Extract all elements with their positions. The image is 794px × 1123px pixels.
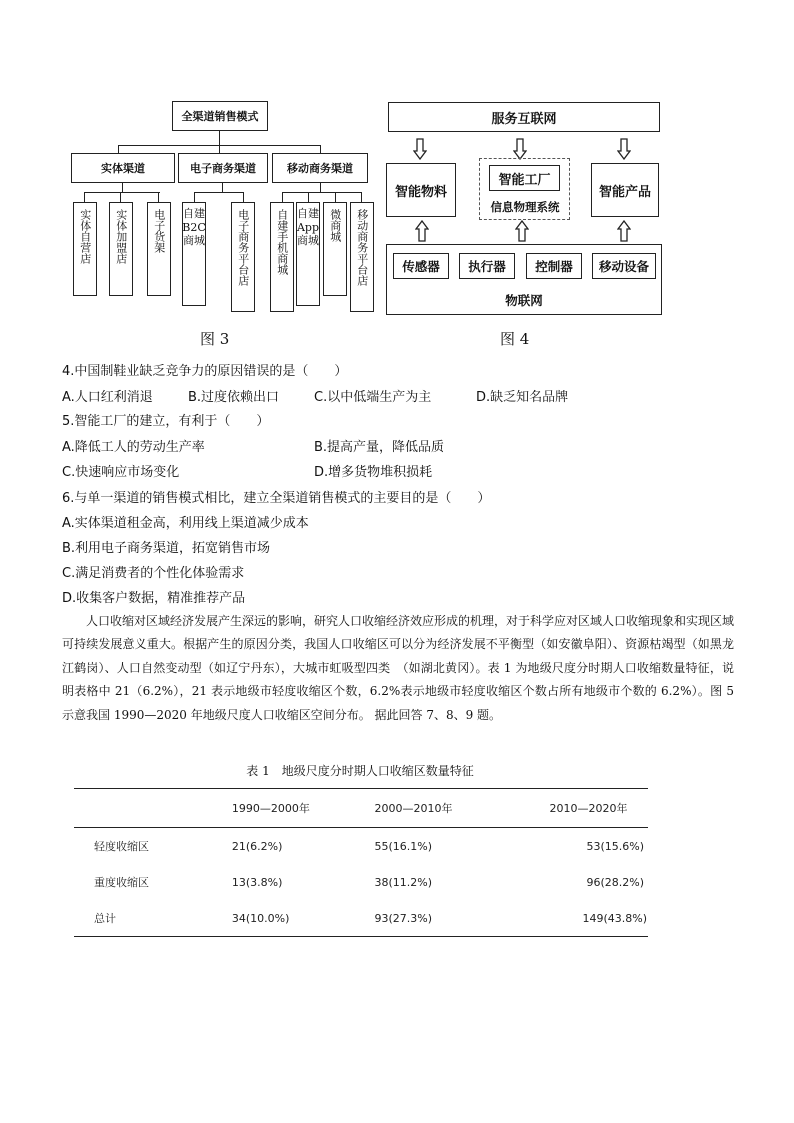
question-stem: 5.智能工厂的建立，有利于（ ） — [62, 414, 270, 429]
down-arrow-icon — [617, 138, 631, 160]
fig3-connector — [122, 183, 123, 192]
fig3-connector — [84, 192, 160, 193]
fig3-leaf: 移动商务平台店 — [350, 202, 374, 312]
fig4-smart-product: 智能产品 — [591, 163, 659, 217]
option: B.过度依赖出口 — [188, 390, 280, 405]
question-stem: 4.中国制鞋业缺乏竞争力的原因错误的是（ ） — [62, 364, 348, 379]
up-arrow-icon — [415, 220, 429, 242]
table-cell: 149(43.8%) — [548, 900, 648, 937]
table-cell: 38(11.2%) — [374, 875, 433, 889]
table-header-cell: 1990—2000年 — [231, 789, 374, 828]
fig4-device-mobile: 移动设备 — [592, 253, 656, 279]
fig3-root-box: 全渠道销售模式 — [172, 101, 268, 131]
fig4-device-controller: 控制器 — [526, 253, 582, 279]
option: D.缺乏知名品牌 — [476, 390, 569, 405]
option: A.降低工人的劳动生产率 — [62, 440, 205, 455]
fig3-leaf: 微商城 — [323, 202, 347, 296]
fig3-connector — [120, 192, 121, 202]
option: A.实体渠道租金高，利用线上渠道减少成本 — [62, 516, 309, 531]
fig3-connector — [84, 192, 85, 202]
fig3-connector — [158, 192, 159, 202]
up-arrow-icon — [515, 220, 529, 242]
fig3-connector — [320, 145, 321, 153]
table-cell: 轻度收缩区 — [94, 840, 149, 853]
fig4-smart-factory: 智能工厂 — [489, 165, 560, 191]
fig3-connector — [282, 192, 362, 193]
fig4-service-internet: 服务互联网 — [388, 102, 660, 132]
option: D.增多货物堆积损耗 — [314, 465, 433, 480]
fig3-leaf: 电子货架 — [147, 202, 171, 296]
fig3-connector — [194, 192, 195, 202]
fig3-connector — [219, 131, 220, 145]
option: B.提高产量，降低品质 — [314, 440, 445, 455]
fig3-connector — [243, 192, 244, 202]
table-cell: 93(27.3%) — [374, 900, 549, 937]
fig3-connector — [308, 192, 309, 202]
fig3-leaf: 自建手机商城 — [270, 202, 294, 312]
fig3-connector — [222, 183, 223, 192]
fig3-leaf: 实体自营店 — [73, 202, 97, 296]
table-cell: 55(16.1%) — [374, 839, 433, 853]
table-header-cell: 2010—2020年 — [548, 789, 648, 828]
up-arrow-icon — [617, 220, 631, 242]
table-cell: 53(15.6%) — [586, 839, 644, 853]
table-cell: 96(28.2%) — [586, 875, 644, 889]
option: A.人口红利消退 — [62, 390, 153, 405]
fig4-device-sensor: 传感器 — [393, 253, 449, 279]
option: C.满足消费者的个性化体验需求 — [62, 566, 245, 581]
option: C.以中低端生产为主 — [314, 390, 432, 405]
table-header-cell — [74, 789, 231, 828]
table-row — [74, 900, 648, 937]
option: C.快速响应市场变化 — [62, 465, 180, 480]
option: B.利用电子商务渠道，拓宽销售市场 — [62, 541, 271, 556]
fig4-device-actuator: 执行器 — [459, 253, 515, 279]
fig3-connector — [118, 145, 119, 153]
fig3-connector — [194, 192, 244, 193]
question-stem: 6.与单一渠道的销售模式相比，建立全渠道销售模式的主要目的是（ ） — [62, 491, 491, 506]
passage-text: 人口收缩对区域经济发展产生深远的影响，研究人口收缩经济效应形成的机理，对于科学应对区域人口收缩现象和实现区域可持续发展意义重大。根据产生的原因分类，我国人口收缩区可以分为经济发展不平衡型（如安徽阜阳）、资源枯竭型（如黑龙江鹤岗）、人口自然变动型（如辽宁丹东），大城市虹吸型四类 （如湖北黄冈）。表 1 为地级尺度分时期人口收缩数量特征，说明表格中 21（6.2%），21 表示地级市轻度收缩区个数，6.2%表示地级市轻度收缩区个数占所有地级市个数的 6.2%）。图 5 示意我国 1990—2020 年地级尺度人口收缩区空间分布。 据此回答 7、8、9 题。 — [62, 614, 735, 722]
table-cell: 34(10.0%) — [231, 900, 374, 937]
fig3-channel-physical: 实体渠道 — [71, 153, 175, 183]
table-title: 表 1 地级尺度分时期人口收缩区数量特征 — [246, 764, 474, 778]
table-row — [74, 828, 648, 865]
table-cell: 13(3.8%) — [231, 875, 283, 889]
option: D.收集客户数据，精准推荐产品 — [62, 591, 246, 606]
table-cell: 重度收缩区 — [94, 876, 149, 889]
fig3-caption: 图 3 — [200, 330, 230, 348]
down-arrow-icon — [513, 138, 527, 160]
fig3-connector — [361, 192, 362, 202]
fig3-connector — [219, 145, 220, 153]
fig4-caption: 图 4 — [500, 330, 530, 348]
fig4-smart-material: 智能物料 — [386, 163, 456, 217]
fig3-leaf: 自建App商城 — [296, 202, 320, 306]
table-header-cell: 2000—2010年 — [374, 789, 549, 828]
fig3-connector — [320, 183, 321, 192]
fig3-leaf: 实体加盟店 — [109, 202, 133, 296]
fig3-leaf: 电子商务平台店 — [231, 202, 255, 312]
population-shrink-table — [74, 788, 648, 937]
table-cell: 21(6.2%) — [231, 839, 283, 853]
table-header-row — [74, 789, 648, 828]
table-cell: 总计 — [74, 900, 231, 937]
fig3-connector — [335, 192, 336, 202]
fig3-channel-mobile: 移动商务渠道 — [272, 153, 368, 183]
down-arrow-icon — [413, 138, 427, 160]
fig4-cps-label: 信息物理系统 — [490, 200, 560, 214]
fig3-leaf: 自建B2C商城 — [182, 202, 206, 306]
passage — [62, 610, 734, 727]
fig3-channel-ecommerce: 电子商务渠道 — [178, 153, 268, 183]
fig4-iot-label: 物联网 — [505, 293, 543, 308]
table-row — [74, 864, 648, 900]
fig3-connector — [282, 192, 283, 202]
